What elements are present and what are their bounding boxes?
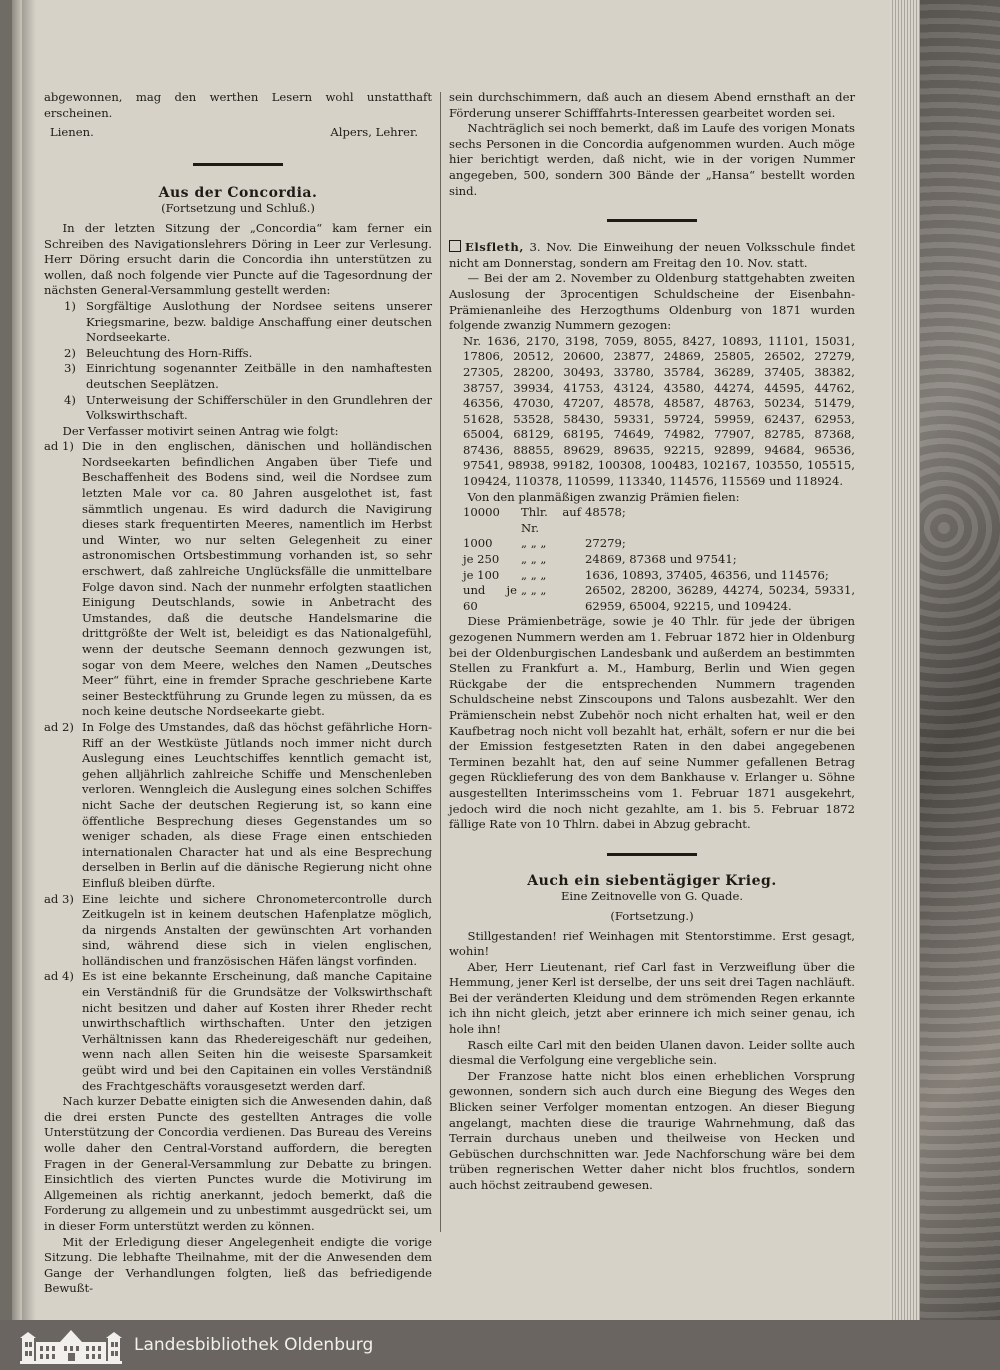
signature-line	[44, 121, 432, 141]
library-building-icon	[20, 1328, 122, 1364]
ad-item: ad 1) Die in den englischen, dänischen und holländischen Nordseekarten befindlichen Angaben über Tiefe und Beschaffenheit des Bodens sind, weil die Nordsee zum letzten Male vor ca. 80 Jahren ausgelothet ist, fast sämmtlich ungenau. Es wird dadurch die Navigirung dieses stark frequentirten Meeres, namentlich im Herbst und Winter, wo nur selten Gelegenheit zu einer astronomischen Ortsbestimmung vorhanden ist, so sehr erschwert, daß zahlreiche Unglücksfälle die unmittelbare Folge davon sind. Nach der nunmehr erfolgten staatlichen Einigung Deutschlands, sowie in Anbetracht des Umstandes, daß die deutsche Handelsmarine die drittgrößte der Welt ist, beleidigt es das Nationalgefühl, wenn der deutsche Seemann dennoch gezwungen ist, sogar von dem Meere, welches den Namen „Deutsches Meer“ führt, eine in fremder Sprache geschriebene Karte seiner Bestecktführung zu Grunde legen zu müssen, da es noch keine deutsche Nordseekarte giebt.	[44, 439, 432, 719]
story-continuation-note: (Fortsetzung.)	[610, 908, 694, 923]
opening-text: abgewonnen, mag den werthen Lesern wohl unstatthaft erscheinen.	[44, 90, 432, 120]
point-item: 2) Beleuchtung des Horn-Riffs.	[64, 345, 253, 360]
adjacent-page-edge	[12, 0, 22, 1320]
ad-item: ad 4) Es ist eine bekannte Erscheinung, daß manche Capitaine ein Verständniß für die Grundsätze der Volkswirthschaft nicht besitzen und daher auf Kosten ihrer Rheder recht unwirthschaftlich wirthschaften. Unter den jetzigen Verhältnissen kann das Rhedereigeschäft nur gedeihen, wenn nach allen Seiten hin die weiseste Sparsamkeit geübt wird und bei den Capitainen ein volles Verständniß des Frachtgeschäfts vorausgesetzt werden darf.	[44, 969, 432, 1093]
marbled-book-board	[920, 0, 1000, 1320]
ad-item: ad 3) Eine leichte und sichere Chronometercontrolle durch Zeitkugeln ist in keinem deutschen Hafenplatze möglich, da nirgends Anstalten der gewünschten Art vorhanden sind, während diese sich in vielen englischen, holländischen und französischen Häfen längst vorfinden.	[44, 891, 432, 968]
payout-paragraph: Diese Prämienbeträge, sowie je 40 Thlr. für jede der übrigen gezogenen Nummern werden am 1. Februar 1872 hier in Oldenburg bei der Oldenburgischen Landesbank und außerdem an bestimmten Stellen zu Frankfurt a. M., Hamburg, Berlin und Wien gegen Rückgabe der die entsprechenden Nummern tragenden Schuldscheine nebst Zinscoupons und Talons ausbezahlt. Wer den Prämienschein nebst Zubehör noch nicht erhalten hat, weil er den Kaufbetrag noch nicht voll bezahlt hat, erhält, sofern er nur die bei der Emission festgesetzten Raten in den dabei angegebenen Terminen bezahlt hat, den auf seine Nummer gefallenen Betrag gegen Rücklieferung des von dem Bankhause v. Erlanger u. Söhne ausgestellten Interimsscheins vom 1. Februar 1871 ausgekehrt, jedoch wird die noch nicht gezahlte, am 1. bis 5. Februar 1872 fällige Rate von 10 Thlrn. dabei in Abzug gebracht.	[449, 614, 855, 832]
article-subheading: (Fortsetzung und Schluß.)	[161, 201, 315, 216]
lottery-intro: — Bei der am 2. November zu Oldenburg stattgehabten zweiten Auslosung der 3procentigen Schuldscheine der Eisenbahn-Prämienanleihe des Herzogthums Oldenburg von 1871 wurden folgende zwanzig Nummern gezogen:	[449, 271, 855, 333]
prizes-intro: Von den planmäßigen zwanzig Prämien fielen:	[467, 489, 740, 504]
signature-place: Lienen.	[50, 125, 94, 140]
section-divider	[607, 219, 697, 222]
elsfleth-notice	[449, 240, 855, 271]
right-column	[449, 90, 855, 1194]
article-heading: Aus der Concordia.	[158, 184, 318, 201]
debate-paragraph: Nach kurzer Debatte einigten sich die Anwesenden dahin, daß die drei ersten Puncte des gestellten Antrages die volle Unterstützung der Concordia verdienen. Das Bureau des Vereins wolle daher den Central-Vorstand auffordern, die beregten Fragen in der General-Versammlung zur Debatte zu bringen. Einsichtlich des vierten Punctes wurde die Motivirung im Allgemeinen als richtig anerkannt, jedoch bemerkt, daß die Forderung zu allgemein und zu unbestimmt ausgedrückt sei, um in dieser Form unterstützt werden zu können.	[44, 1094, 432, 1233]
point-item: 3) Einrichtung sogenannter Zeitbälle in den namhaftesten deutschen Seeplätzen.	[64, 361, 432, 391]
adjacent-page-strip	[0, 0, 12, 1320]
book-page-edges	[890, 0, 920, 1320]
library-name: Landesbibliothek Oldenburg	[134, 1335, 374, 1355]
notice-box-icon	[449, 240, 461, 252]
point-item: 4) Unterweisung der Schifferschüler in den Grundlehren der Volkswirthschaft.	[64, 392, 432, 423]
addendum-paragraph: Nachträglich sei noch bemerkt, daß im Laufe des vorigen Monats sechs Personen in die Concordia aufgenommen wurden. Auch möge hier berichtigt werden, daß nicht, wie in der vorigen Nummer angegeben, 500, sondern 300 Bände der „Hansa“ bestellt worden sind.	[449, 121, 855, 198]
footer-bar	[0, 1320, 1000, 1370]
continuation-text: sein durchschimmern, daß auch an diesem Abend ernsthaft an der Förderung unserer Schifffahrts-Interessen gearbeitet worden sei.	[449, 90, 855, 120]
point-item: 1) Sorgfältige Auslothung der Nordsee seitens unserer Kriegsmarine, bezw. baldige Anschaffung einer deutschen Nordseekarte.	[64, 298, 432, 345]
story-heading: Auch ein siebentägiger Krieg.	[527, 872, 777, 889]
article-intro: In der letzten Sitzung der „Concordia“ kam ferner ein Schreiben des Navigationslehrers Döring in Leer zur Verlesung. Herr Döring ersucht darin die Concordia ihn unterstützen zu wollen, daß noch folgende vier Puncte auf die Tagesordnung der nächsten General-Versammlung gestellt werden:	[44, 220, 432, 298]
ad-item: ad 2) In Folge des Umstandes, daß das höchst gefährliche Horn-Riff an der Westküste Jütlands noch immer nicht durch Auslegung eines Leuchtschiffes kenntlich gemacht ist, gehen alljährlich zahlreiche Schiffe und Menschenleben verloren. Wenngleich die Auslegung eines solchen Schiffes nicht Sache der deutschen Regierung ist, so kann eine öffentliche Besprechung dieses Gegenstandes um so weniger schaden, als diese Frage einen entschieden internationalen Character hat und als eine Besprechung derselben in Berlin auf die dänische Regierung nicht ohne Einfluß bleiben dürfte.	[44, 719, 432, 890]
motivation-intro: Der Verfasser motivirt seinen Antrag wie folgt:	[62, 423, 339, 438]
prize-row: 1000 „ „ „ 27279;	[463, 536, 626, 551]
story-paragraph: Aber, Herr Lieutenant, rief Carl fast in Verzweiflung über die Hemmung, jener Kerl ist derselbe, der uns seit drei Tagen nachläuft. Bei der veränderten Kleidung und dem strömenden Regen erkannte ich ihn nicht gleich, jetzt aber erinnere ich mich seiner genau, ich hole ihn!	[449, 959, 855, 1037]
prize-row: je 100 „ „ „ 1636, 10893, 37405, 46356, und 114576;	[463, 567, 829, 582]
column-rule	[440, 92, 441, 1232]
story-subheading: Eine Zeitnovelle von G. Quade.	[560, 889, 744, 904]
section-divider	[193, 163, 283, 166]
signature-name: Alpers, Lehrer.	[330, 125, 418, 140]
lottery-numbers: Nr. 1636, 2170, 3198, 7059, 8055, 8427, 10893, 11101, 15031, 17806, 20512, 20600, 23877, 24869, 25805, 26502, 27279, 27305, 28200, 30493, 33780, 35784, 36289, 37405, 38382, 38757, 39934, 41753, 43124, 43580, 44274, 44595, 44762, 46356, 47030, 47207, 48578, 48587, 48763, 50234, 51479, 51628, 53528, 58430, 59331, 59724, 59959, 62437, 62953, 65004, 68129, 68195, 74649, 74982, 77907, 82785, 87368, 87436, 88855, 89629, 89635, 92215, 92899, 94684, 96536, 97541, 98938, 99182, 100308, 100483, 102167, 103550, 105515, 109424, 110378, 110599, 113340, 114576, 115569 und 118924.	[463, 333, 855, 489]
prize-row: und je 60 „ „ „ 26502, 28200, 36289, 44274, 50234, 59331, 62959, 65004, 92215, und 109424.	[463, 583, 855, 613]
closing-paragraph: Mit der Erledigung dieser Angelegenheit endigte die vorige Sitzung. Die lebhafte Theilnahme, mit der die Anwesenden dem Gange der Verhandlungen folgten, ließ das befriedigende Bewußt-	[44, 1234, 432, 1296]
elsfleth-place: Elsfleth,	[465, 240, 524, 255]
prize-row: je 250 „ „ „ 24869, 87368 und 97541;	[463, 552, 737, 567]
left-column	[44, 90, 432, 1297]
section-divider	[607, 853, 697, 856]
newspaper-page	[22, 0, 890, 1320]
gutter-shadow	[22, 0, 36, 1320]
elsfleth-text: 3. Nov. Die Einweihung der neuen Volksschule findet nicht am Donnerstag, sondern am Freitag den 10. Nov. statt.	[449, 240, 856, 270]
prize-row: 10000 Thlr. auf Nr. 48578;	[463, 505, 626, 535]
story-paragraph: Rasch eilte Carl mit den beiden Ulanen davon. Leider sollte auch diesmal die Verfolgung eine vergebliche sein.	[449, 1037, 855, 1068]
story-paragraph: Der Franzose hatte nicht blos einen erheblichen Vorsprung gewonnen, sondern sich auch durch eine Biegung des Weges den Blicken seiner Verfolger momentan entzogen. An dieser Biegung angelangt, machten diese die traurige Wahrnehmung, daß das Terrain durchaus uneben und theilweise von Hecken und Gebüschen durchschnitten war. Jede Nachforschung wäre bei dem trüben regnerischen Wetter daher nicht blos fruchtlos, sondern auch höchst zeitraubend gewesen.	[449, 1068, 855, 1192]
story-paragraph: Stillgestanden! rief Weinhagen mit Stentorstimme. Erst gesagt, wohin!	[449, 928, 855, 959]
